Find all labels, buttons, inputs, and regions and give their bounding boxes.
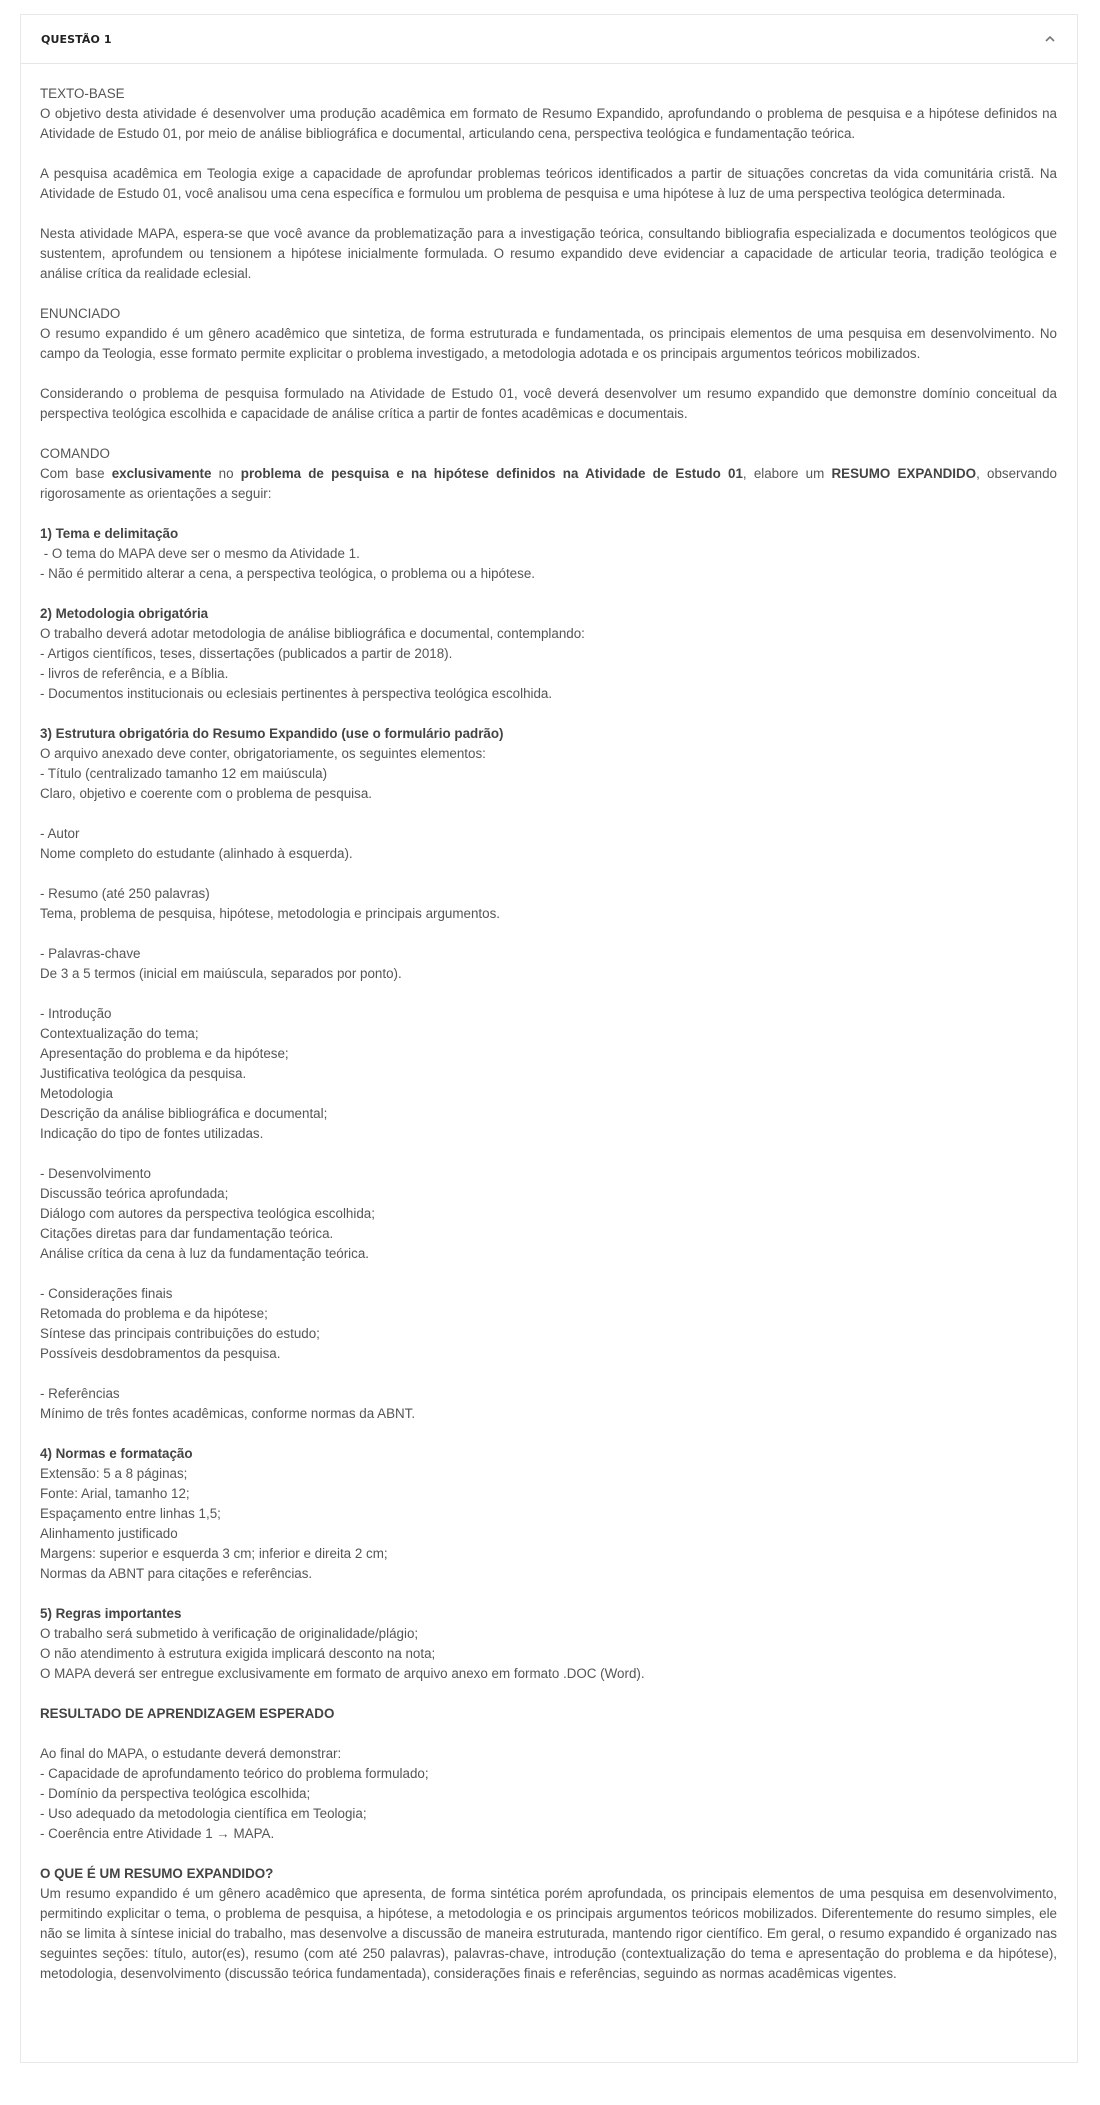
section-heading-metodologia: 2) Metodologia obrigatória bbox=[40, 606, 209, 621]
paragraph: Um resumo expandido é um gênero acadêmico que apresenta, de forma sintética porém aprofundada, os principais elementos de uma pesquisa em desenvolvimento, permitindo explicitar o tema, o problema de pesquisa, a hipótese, a metodologia e os principais argumentos teóricos mobilizados. Diferentemente do resumo simples, ele não se limita à síntese inicial do trabalho, mas desenvolve a discussão de maneira estruturada, mantendo rigor científico. Em geral, o resumo expandido é organizado nas seguintes seções: título, autor(es), resumo (com até 250 palavras), palavras-chave, introdução (contextualização do tema e apresentação do problema e da hipótese), metodologia, desenvolvimento (discussão teórica fundamentada), considerações finais e referências, seguindo as normas acadêmicas vigentes. bbox=[40, 1886, 1057, 1981]
list-item: - Uso adequado da metodologia científica em Teologia; bbox=[40, 1806, 367, 1821]
structure-detail: Diálogo com autores da perspectiva teológica escolhida; bbox=[40, 1206, 375, 1221]
structure-detail: Possíveis desdobramentos da pesquisa. bbox=[40, 1346, 281, 1361]
list-item: Normas da ABNT para citações e referências. bbox=[40, 1566, 313, 1581]
structure-detail: Citações diretas para dar fundamentação teórica. bbox=[40, 1226, 334, 1241]
structure-detail: Síntese das principais contribuições do estudo; bbox=[40, 1326, 320, 1341]
list-item: Ao final do MAPA, o estudante deverá demonstrar: bbox=[40, 1746, 342, 1761]
list-item: O MAPA deverá ser entregue exclusivamente em formato de arquivo anexo em formato .DOC (Word). bbox=[40, 1666, 645, 1681]
structure-detail: Indicação do tipo de fontes utilizadas. bbox=[40, 1126, 264, 1141]
list-item: Alinhamento justificado bbox=[40, 1526, 178, 1541]
structure-item-introducao: - Introdução bbox=[40, 1006, 112, 1021]
list-item: - O tema do MAPA deve ser o mesmo da Atividade 1. bbox=[40, 546, 360, 561]
structure-detail: Contextualização do tema; bbox=[40, 1026, 199, 1041]
question-title: QUESTÃO 1 bbox=[41, 32, 112, 46]
list-item: Fonte: Arial, tamanho 12; bbox=[40, 1486, 190, 1501]
list-item: - Coerência entre Atividade 1 → MAPA. bbox=[40, 1826, 275, 1841]
paragraph: O objetivo desta atividade é desenvolver uma produção acadêmica em formato de Resumo Expandido, aprofundando o problema de pesquisa e a hipótese definidos na Atividade de Estudo 01, por meio de análise bibliográfica e documental, articulando cena, perspectiva teológica e fundamentação teórica. bbox=[40, 106, 1057, 141]
list-item: - Capacidade de aprofundamento teórico do problema formulado; bbox=[40, 1766, 429, 1781]
section-heading-tema: 1) Tema e delimitação bbox=[40, 526, 179, 541]
question-card bbox=[20, 14, 1078, 2063]
structure-detail: Discussão teórica aprofundada; bbox=[40, 1186, 229, 1201]
structure-detail: De 3 a 5 termos (inicial em maiúscula, separados por ponto). bbox=[40, 966, 402, 981]
section-label-enunciado: ENUNCIADO bbox=[40, 306, 121, 321]
list-item: O não atendimento à estrutura exigida implicará desconto na nota; bbox=[40, 1646, 436, 1661]
list-item: - Artigos científicos, teses, dissertações (publicados a partir de 2018). bbox=[40, 646, 453, 661]
structure-detail: Retomada do problema e da hipótese; bbox=[40, 1306, 268, 1321]
list-item: - Documentos institucionais ou eclesiais pertinentes à perspectiva teológica escolhida. bbox=[40, 686, 553, 701]
structure-item-resumo: - Resumo (até 250 palavras) bbox=[40, 886, 210, 901]
list-item: O trabalho será submetido à verificação de originalidade/plágio; bbox=[40, 1626, 419, 1641]
structure-item-consideracoes: - Considerações finais bbox=[40, 1286, 173, 1301]
comando-intro: Com base exclusivamente no problema de pesquisa e na hipótese definidos na Atividade de Estudo 01, elabore um RESUMO EXPANDIDO, observando rigorosamente as orientações a seguir: bbox=[40, 466, 1057, 501]
list-item: O arquivo anexado deve conter, obrigatoriamente, os seguintes elementos: bbox=[40, 746, 486, 761]
list-item: Extensão: 5 a 8 páginas; bbox=[40, 1466, 188, 1481]
chevron-up-icon[interactable] bbox=[1042, 31, 1058, 47]
structure-detail: Descrição da análise bibliográfica e documental; bbox=[40, 1106, 328, 1121]
section-label-texto-base: TEXTO-BASE bbox=[40, 86, 125, 101]
section-label-comando: COMANDO bbox=[40, 446, 110, 461]
structure-detail: Análise crítica da cena à luz da fundamentação teórica. bbox=[40, 1246, 370, 1261]
list-item: Espaçamento entre linhas 1,5; bbox=[40, 1506, 221, 1521]
structure-detail: Tema, problema de pesquisa, hipótese, metodologia e principais argumentos. bbox=[40, 906, 501, 921]
emphasis: problema de pesquisa e na hipótese definidos na Atividade de Estudo 01 bbox=[240, 466, 743, 481]
emphasis: exclusivamente bbox=[111, 466, 212, 481]
paragraph: O resumo expandido é um gênero acadêmico que sintetiza, de forma estruturada e fundamentada, os principais elementos de uma pesquisa em desenvolvimento. No campo da Teologia, esse formato permite explicitar o problema investigado, a metodologia adotada e os principais argumentos teóricos mobilizados. bbox=[40, 326, 1057, 361]
list-item: O trabalho deverá adotar metodologia de análise bibliográfica e documental, contemplando: bbox=[40, 626, 585, 641]
structure-detail: Apresentação do problema e da hipótese; bbox=[40, 1046, 289, 1061]
structure-item-palavras-chave: - Palavras-chave bbox=[40, 946, 141, 961]
paragraph: A pesquisa acadêmica em Teologia exige a capacidade de aprofundar problemas teóricos identificados a partir de situações concretas da vida comunitária cristã. Na Atividade de Estudo 01, você analisou uma cena específica e formulou um problema de pesquisa e uma hipótese à luz de uma perspectiva teológica determinada. bbox=[40, 166, 1057, 201]
section-heading-resultado: RESULTADO DE APRENDIZAGEM ESPERADO bbox=[40, 1706, 335, 1721]
structure-detail: Nome completo do estudante (alinhado à esquerda). bbox=[40, 846, 353, 861]
paragraph: Nesta atividade MAPA, espera-se que você avance da problematização para a investigação teórica, consultando bibliografia especializada e documentos teológicos que sustentem, aprofundem ou tensionem a hipótese inicialmente formulada. O resumo expandido deve evidenciar a capacidade de articular teoria, tradição teológica e análise crítica da realidade eclesial. bbox=[40, 226, 1057, 281]
structure-item-desenvolvimento: - Desenvolvimento bbox=[40, 1166, 151, 1181]
list-item: - Não é permitido alterar a cena, a perspectiva teológica, o problema ou a hipótese. bbox=[40, 566, 535, 581]
paragraph: Considerando o problema de pesquisa formulado na Atividade de Estudo 01, você deverá desenvolver um resumo expandido que demonstre domínio conceitual da perspectiva teológica escolhida e capacidade de análise crítica a partir de fontes acadêmicas e documentais. bbox=[40, 386, 1057, 421]
structure-detail: Metodologia bbox=[40, 1086, 113, 1101]
list-item: - Título (centralizado tamanho 12 em maiúscula) bbox=[40, 766, 328, 781]
structure-detail: Mínimo de três fontes acadêmicas, conforme normas da ABNT. bbox=[40, 1406, 416, 1421]
structure-item-referencias: - Referências bbox=[40, 1386, 120, 1401]
question-header[interactable] bbox=[21, 15, 1077, 64]
section-heading-regras: 5) Regras importantes bbox=[40, 1606, 182, 1621]
list-item: - livros de referência, e a Bíblia. bbox=[40, 666, 229, 681]
list-item: Margens: superior e esquerda 3 cm; inferior e direita 2 cm; bbox=[40, 1546, 388, 1561]
structure-item-autor: - Autor bbox=[40, 826, 80, 841]
section-heading-o-que-e: O QUE É UM RESUMO EXPANDIDO? bbox=[40, 1866, 274, 1881]
section-heading-normas: 4) Normas e formatação bbox=[40, 1446, 193, 1461]
section-heading-estrutura: 3) Estrutura obrigatória do Resumo Expandido (use o formulário padrão) bbox=[40, 726, 504, 741]
question-body bbox=[21, 64, 1077, 1984]
list-item: - Domínio da perspectiva teológica escolhida; bbox=[40, 1786, 311, 1801]
structure-detail: Justificativa teológica da pesquisa. bbox=[40, 1066, 247, 1081]
list-item: Claro, objetivo e coerente com o problema de pesquisa. bbox=[40, 786, 372, 801]
emphasis: RESUMO EXPANDIDO bbox=[831, 466, 977, 481]
